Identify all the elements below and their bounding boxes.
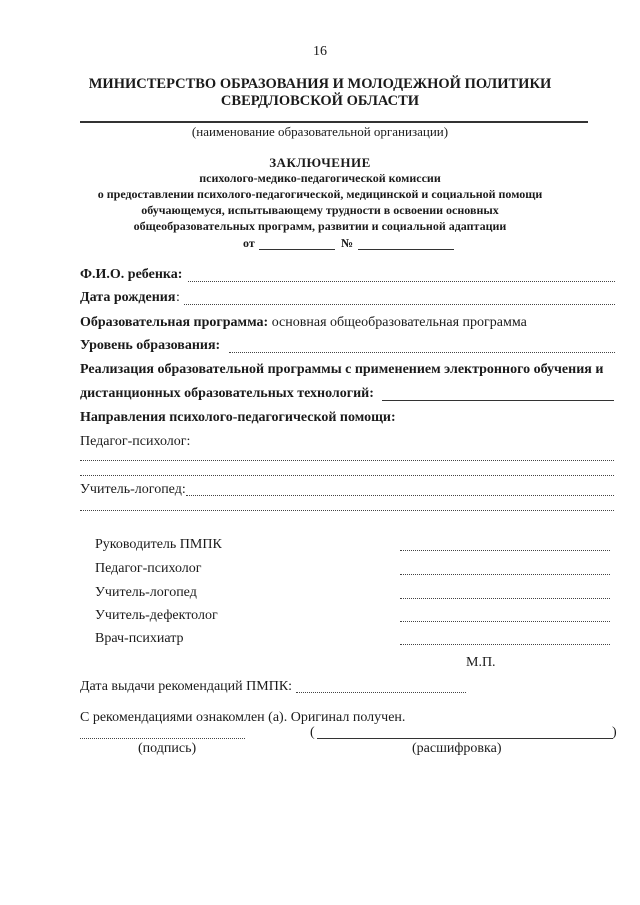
ministry-line-1: МИНИСТЕРСТВО ОБРАЗОВАНИЯ И МОЛОДЕЖНОЙ ПОЛИТИКИ: [88, 76, 552, 92]
speech-therapist-label: Учитель-логопед:: [80, 482, 186, 497]
birth-date-label: Дата рождения: [80, 290, 176, 305]
issue-date-label: Дата выдачи рекомендаций ПМПК:: [80, 679, 293, 694]
org-caption: (наименование образовательной организации): [191, 124, 449, 139]
signature-head-line[interactable]: [400, 550, 610, 551]
education-level-label: Уровень образования:: [80, 338, 221, 353]
signature-head-label: Руководитель ПМПК: [95, 537, 222, 552]
title-line-4: общеобразовательных программ, развитии и социальной адаптации: [133, 219, 507, 233]
decode-caption: (расшифровка): [412, 741, 502, 756]
signature-defectologist-line[interactable]: [400, 621, 610, 622]
program-value: основная общеобразовательная программа: [271, 315, 527, 330]
title-line-3: обучающемуся, испытывающему трудности в освоении основных: [141, 203, 499, 217]
education-level-field[interactable]: [229, 352, 615, 353]
signature-defectologist-label: Учитель-дефектолог: [95, 608, 218, 623]
signature-psychiatrist-label: Врач-психиатр: [95, 631, 184, 646]
stamp-label: М.П.: [466, 655, 496, 670]
decode-field[interactable]: [317, 738, 613, 739]
date-field[interactable]: [259, 249, 335, 250]
title-line-2: о предоставлении психолого-педагогической, медицинской и социальной помощи: [97, 187, 543, 201]
speech-therapist-field-2[interactable]: [80, 510, 614, 511]
title-line-1: психолого-медико-педагогической комиссии: [199, 171, 441, 185]
psychologist-field-2[interactable]: [80, 475, 614, 476]
birth-date-field[interactable]: [184, 304, 615, 305]
program-row: [80, 315, 527, 331]
close-paren: ): [612, 725, 617, 740]
number-prefix: №: [341, 236, 354, 250]
date-prefix: от: [243, 236, 255, 250]
signature-psychiatrist-line[interactable]: [400, 644, 610, 645]
signature-speech-therapist-label: Учитель-логопед: [95, 585, 197, 600]
signature-psychologist-line[interactable]: [400, 574, 610, 575]
issue-date-field[interactable]: [296, 692, 466, 693]
signature-speech-therapist-line[interactable]: [400, 598, 610, 599]
signature-caption: (подпись): [138, 741, 197, 756]
document-title: ЗАКЛЮЧЕНИЕ: [269, 155, 371, 170]
org-name-line[interactable]: [80, 121, 588, 123]
psychologist-label: Педагог-психолог:: [80, 434, 191, 449]
implementation-line-2: дистанционных образовательных технологий:: [80, 386, 374, 401]
page-number: 16: [313, 44, 327, 59]
ministry-line-2: СВЕРДЛОВСКОЙ ОБЛАСТИ: [220, 93, 420, 109]
signature-field[interactable]: [80, 738, 245, 739]
program-label: Образовательная программа:: [80, 315, 269, 330]
open-paren: (: [310, 725, 315, 740]
signature-psychologist-label: Педагог-психолог: [95, 561, 202, 576]
acknowledged-text: С рекомендациями ознакомлен (а). Оригинал получен.: [80, 710, 406, 725]
psychologist-field-1[interactable]: [80, 460, 614, 461]
implementation-line-1: Реализация образовательной программы с применением электронного обучения и: [80, 362, 604, 377]
help-directions-label: Направления психолого-педагогической помощи:: [80, 410, 396, 425]
child-name-field[interactable]: [188, 281, 615, 282]
speech-therapist-field-1[interactable]: [186, 495, 614, 496]
number-field[interactable]: [358, 249, 454, 250]
child-name-label: Ф.И.О. ребенка:: [80, 267, 183, 282]
implementation-field[interactable]: [382, 400, 614, 401]
